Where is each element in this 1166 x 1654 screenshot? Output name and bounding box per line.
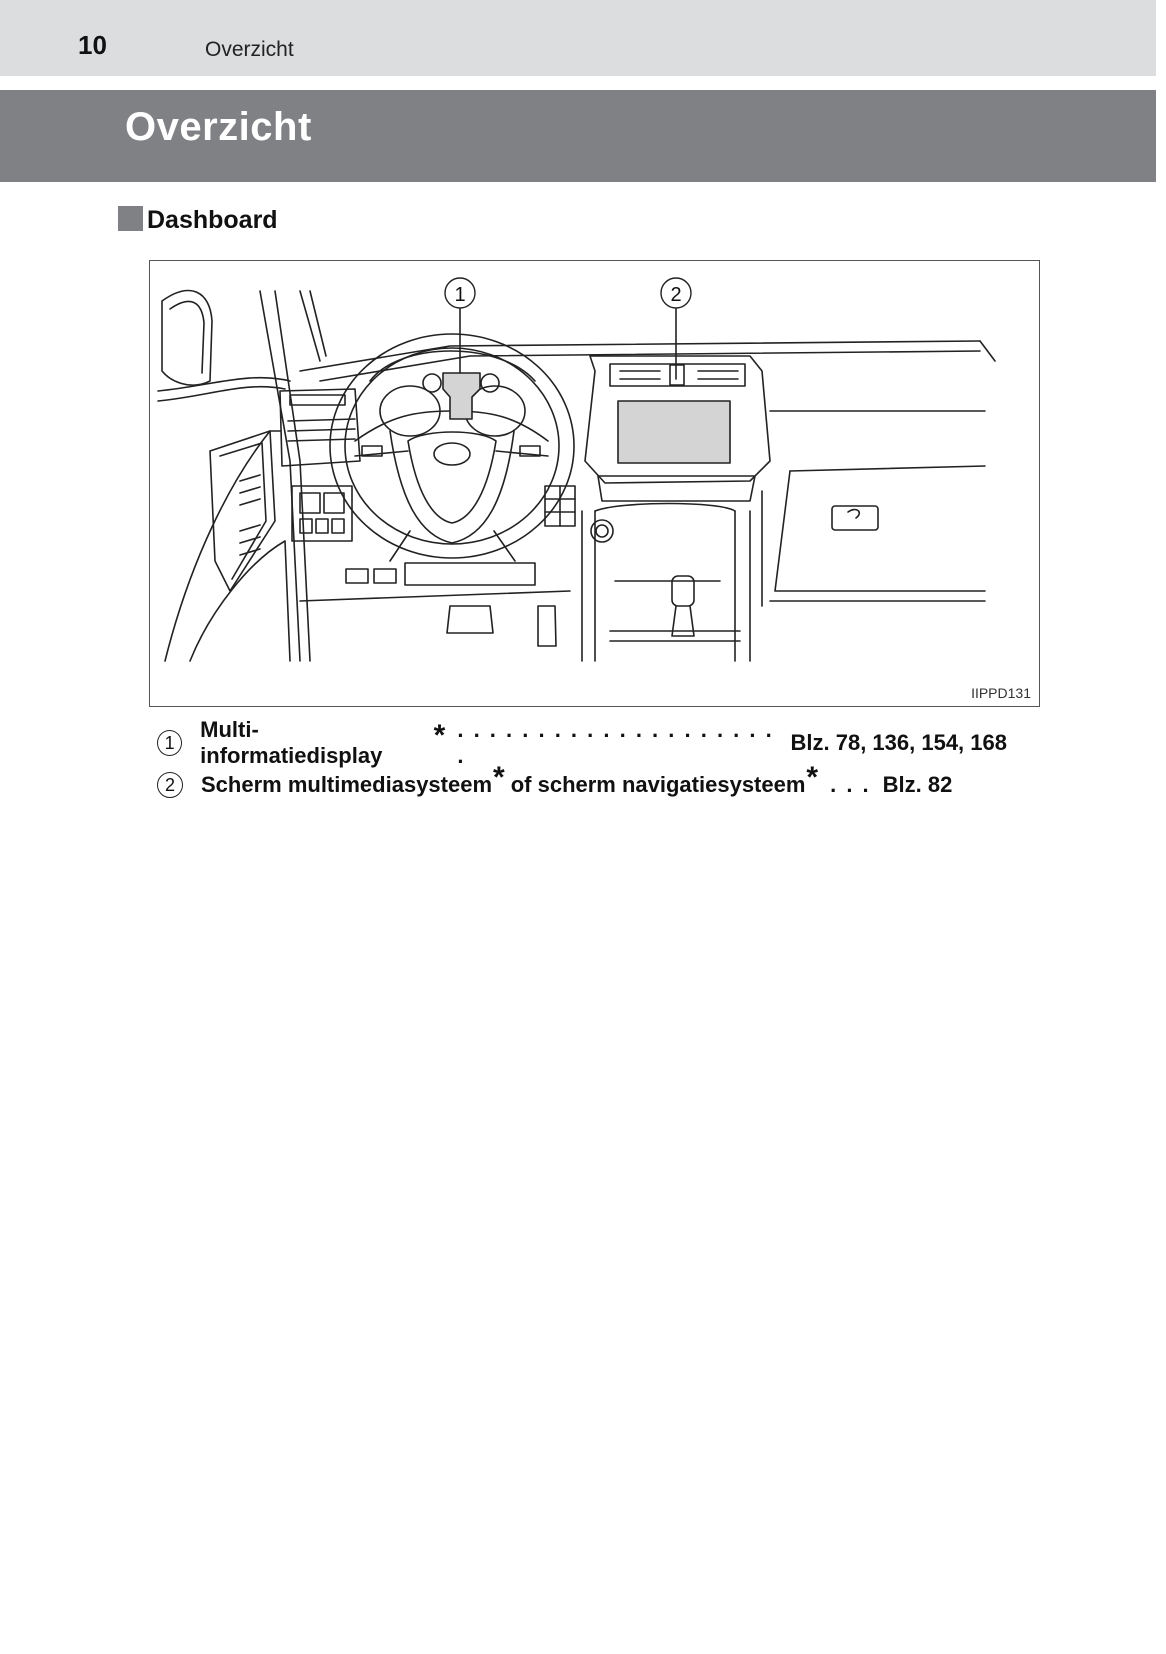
asterisk: * <box>433 719 446 752</box>
list-item <box>157 761 1007 806</box>
asterisk: * <box>806 761 819 794</box>
section-heading <box>118 204 278 236</box>
leader-dots: . . . . . . . . . . . . . . . . . . . . . <box>457 717 774 768</box>
page-title: Overzicht <box>125 105 312 149</box>
item-number: 1 <box>157 730 182 756</box>
item-label: Scherm multimediasysteem <box>201 772 493 797</box>
item-number: 2 <box>157 772 183 798</box>
item-label: Multi-informatiedisplay <box>200 717 383 768</box>
dashboard-drawing <box>150 261 1040 707</box>
legend-list <box>157 717 1007 806</box>
section-marker-icon <box>118 206 143 231</box>
running-head: Overzicht <box>205 38 294 61</box>
header-bar <box>0 0 1156 76</box>
dashboard-illustration <box>149 260 1040 707</box>
callout-1-label: 1 <box>454 284 466 306</box>
page-reference[interactable]: Blz. 78, 136, 154, 168 <box>790 730 1007 755</box>
multimedia-screen-highlight <box>618 401 730 463</box>
list-item <box>157 717 1007 768</box>
page-number: 10 <box>78 30 107 60</box>
item-label-connector: of scherm navigatiesysteem <box>510 772 806 797</box>
callout-2-label: 2 <box>670 284 682 306</box>
section-title: Dashboard <box>147 205 278 234</box>
leader-dots: . . . <box>830 772 871 797</box>
figure-code: IIPPD131 <box>971 685 1031 701</box>
page-reference[interactable]: Blz. 82 <box>882 772 953 797</box>
asterisk: * <box>493 761 505 794</box>
